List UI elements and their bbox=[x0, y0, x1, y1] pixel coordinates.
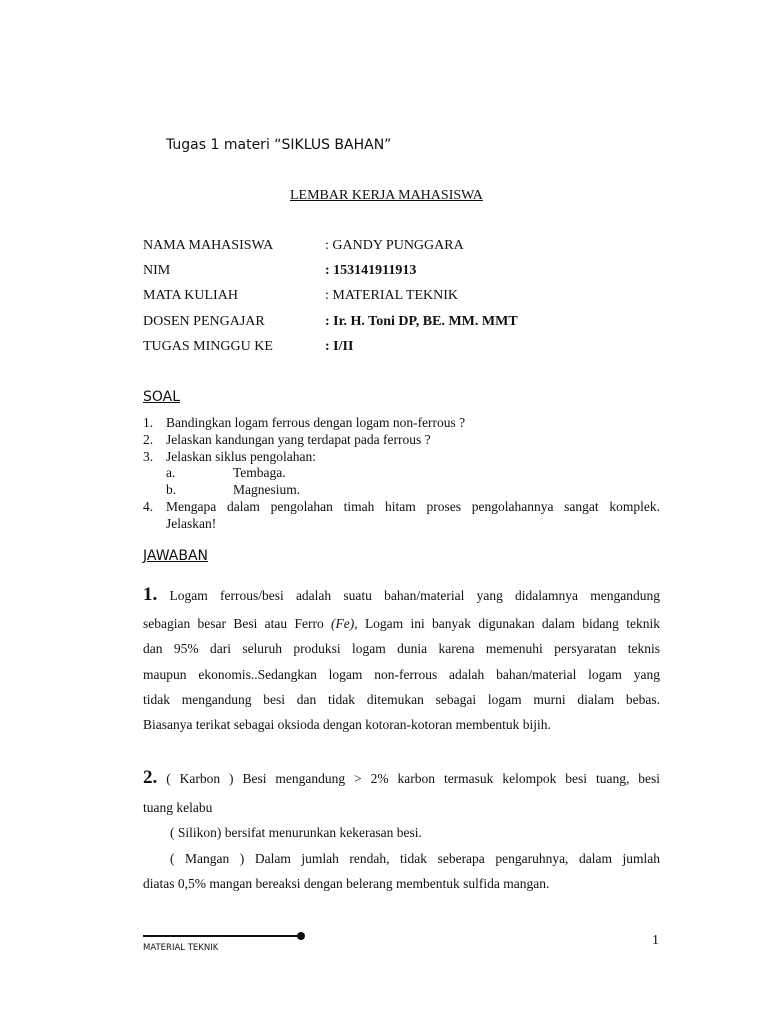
answer-1-fe: (Fe) bbox=[331, 616, 355, 631]
soal-heading: SOAL bbox=[143, 389, 181, 405]
answer-2-text: ( Karbon ) Besi mengandung > 2% karbon termasuk kelompok besi tuang, besi bbox=[166, 771, 660, 786]
info-value-dosen: : Ir. H. Toni DP, BE. MM. MMT bbox=[325, 314, 518, 329]
question-3b-label: b. bbox=[166, 482, 177, 497]
document-title: Tugas 1 materi “SIKLUS BAHAN” bbox=[166, 137, 392, 153]
answer-1-number: 1. bbox=[143, 584, 158, 605]
question-4-line-2: Jelaskan! bbox=[166, 516, 217, 531]
question-3a: Tembaga. bbox=[233, 465, 286, 480]
question-3-number: 3. bbox=[143, 449, 154, 464]
answer-2-line-2: tuang kelabu bbox=[143, 800, 213, 815]
answer-1-line-2-post: , Logam ini banyak digunakan dalam bidang teknik bbox=[354, 616, 660, 631]
info-value-tugas-minggu: : I/II bbox=[325, 339, 354, 354]
answer-1-line-1 bbox=[143, 584, 660, 606]
question-2-number: 2. bbox=[143, 432, 154, 447]
info-label-nim: NIM bbox=[143, 263, 171, 278]
question-2: Jelaskan kandungan yang terdapat pada ferrous ? bbox=[166, 432, 431, 447]
info-label-nama: NAMA MAHASISWA bbox=[143, 238, 274, 253]
answer-2-number: 2. bbox=[143, 767, 158, 788]
info-value-nim: : 153141911913 bbox=[325, 263, 417, 278]
answer-2-line-1 bbox=[143, 767, 660, 789]
info-label-tugas-minggu: TUGAS MINGGU KE bbox=[143, 339, 273, 354]
info-label-dosen: DOSEN PENGAJAR bbox=[143, 314, 265, 329]
answer-1-text: Logam ferrous/besi adalah suatu bahan/material yang didalamnya mengandung bbox=[169, 588, 661, 603]
question-3a-label: a. bbox=[166, 465, 176, 480]
answer-2-line-4: ( Mangan ) Dalam jumlah rendah, tidak seberapa pengaruhnya, dalam jumlah bbox=[170, 851, 660, 866]
answer-2-line-5: diatas 0,5% mangan bereaksi dengan belerang membentuk sulfida mangan. bbox=[143, 876, 550, 891]
answer-1-line-2-pre: sebagian besar Besi atau Ferro bbox=[143, 616, 332, 631]
info-label-mata-kuliah: MATA KULIAH bbox=[143, 288, 238, 303]
sheet-title: LEMBAR KERJA MAHASISWA bbox=[290, 188, 483, 203]
answer-1-line-2 bbox=[143, 616, 660, 632]
question-4-line-1: Mengapa dalam pengolahan timah hitam proses pengolahannya sangat komplek. bbox=[166, 499, 660, 514]
footer-rule bbox=[143, 935, 300, 937]
question-3: Jelaskan siklus pengolahan: bbox=[166, 449, 316, 464]
question-1: Bandingkan logam ferrous dengan logam non-ferrous ? bbox=[166, 415, 466, 430]
jawaban-heading: JAWABAN bbox=[143, 548, 209, 564]
answer-1-line-3: dan 95% dari seluruh produksi logam dunia karena memenuhi persyaratan teknis bbox=[143, 641, 660, 656]
info-value-mata-kuliah: : MATERIAL TEKNIK bbox=[325, 288, 458, 303]
answer-1-line-4: maupun ekonomis..Sedangkan logam non-ferrous adalah bahan/material logam yang bbox=[143, 667, 660, 682]
footer-rule-dot bbox=[297, 932, 305, 940]
answer-1-line-5: tidak mengandung besi dan tidak ditemukan sebagai logam murni dialam bebas. bbox=[143, 692, 660, 707]
answer-1-line-6: Biasanya terikat sebagai oksioda dengan kotoran-kotoran membentuk bijih. bbox=[143, 717, 551, 732]
question-3b: Magnesium. bbox=[233, 482, 301, 497]
question-4-number: 4. bbox=[143, 499, 154, 514]
page-number: 1 bbox=[652, 933, 659, 948]
answer-2-line-3: ( Silikon) bersifat menurunkan kekerasan besi. bbox=[170, 825, 422, 840]
info-value-nama: : GANDY PUNGGARA bbox=[325, 238, 464, 253]
question-1-number: 1. bbox=[143, 415, 154, 430]
footer-label: MATERIAL TEKNIK bbox=[143, 943, 219, 953]
